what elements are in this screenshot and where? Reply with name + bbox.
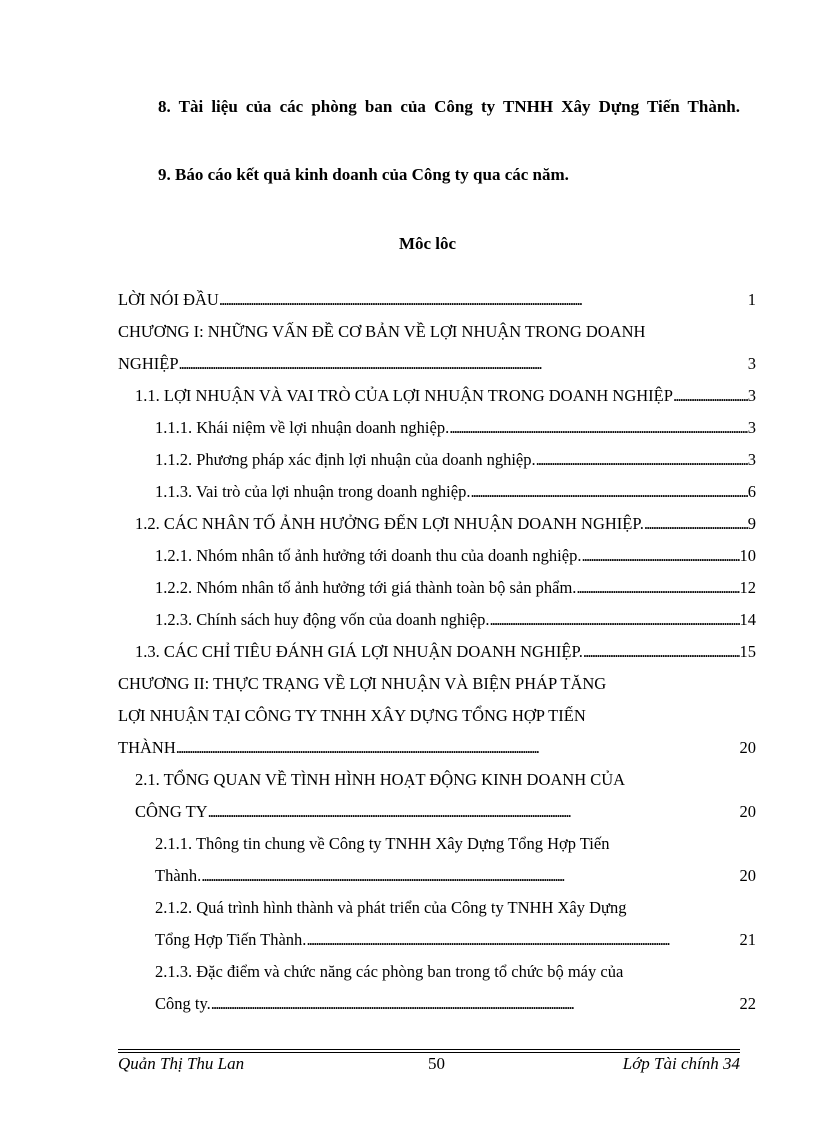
toc-entry-2-1-2-line1[interactable]: 2.1.2. Quá trình hình thành và phát triển của Công ty TNHH Xây Dựng (155, 898, 627, 917)
toc-entry-chuong-2-line2[interactable]: LỢI NHUẬN TẠI CÔNG TY TNHH XÂY DỰNG TỔNG HỢP TIẾN (118, 706, 586, 725)
toc-entry-1-2[interactable] (118, 508, 756, 540)
toc-entry-text: 1.2.2. Nhóm nhân tố ảnh hưởng tới giá thành toàn bộ sản phẩm. (155, 578, 577, 597)
toc-leader-dots (536, 444, 748, 476)
toc-leader-dots (306, 924, 739, 956)
toc-entry-text: NGHIỆP (118, 354, 179, 373)
toc-entry-2-1-line1[interactable]: 2.1. TỔNG QUAN VỀ TÌNH HÌNH HOẠT ĐỘNG KINH DOANH CỦA (135, 770, 626, 789)
toc-leader-dots (644, 508, 748, 540)
toc-entry-text: CÔNG TY (135, 802, 208, 821)
toc-entry-loi-noi-dau[interactable] (118, 284, 756, 316)
toc-entry-page: 3 (747, 354, 756, 373)
toc-entry-1-2-2[interactable] (118, 572, 756, 604)
table-of-contents (118, 284, 756, 1020)
toc-entry-text: 1.2.3. Chính sách huy động vốn của doanh nghiệp. (155, 610, 490, 629)
toc-entry-page: 20 (739, 802, 756, 821)
toc-entry-page: 14 (739, 610, 756, 629)
toc-entry-chuong-1-line1[interactable]: CHƯƠNG I: NHỮNG VẤN ĐỀ CƠ BẢN VỀ LỢI NHUẬN TRONG DOANH (118, 322, 646, 341)
toc-leader-dots (176, 732, 740, 764)
toc-entry-chuong-1[interactable] (118, 348, 756, 380)
footer-class: Lớp Tài chính 34 (622, 1054, 740, 1073)
toc-entry-text: 1.1. LỢI NHUẬN VÀ VAI TRÒ CỦA LỢI NHUẬN TRONG DOANH NGHIỆP (135, 386, 673, 405)
toc-leader-dots (449, 412, 748, 444)
toc-entry-page: 10 (739, 546, 756, 565)
footer-page-number: 50 (428, 1054, 445, 1073)
toc-entry-text: 1.2.1. Nhóm nhân tố ảnh hưởng tới doanh thu của doanh nghiệp. (155, 546, 582, 565)
toc-entry-1-1-1[interactable] (118, 412, 756, 444)
toc-entry-page: 6 (747, 482, 756, 501)
toc-entry-2-1[interactable] (118, 796, 756, 828)
toc-entry-chuong-2[interactable] (118, 732, 756, 764)
toc-leader-dots (219, 284, 748, 316)
toc-entry-page: 15 (739, 642, 756, 661)
toc-leader-dots (576, 572, 739, 604)
toc-entry-2-1-2[interactable] (118, 924, 756, 956)
toc-leader-dots (211, 988, 740, 1020)
toc-entry-2-1-1-line1[interactable]: 2.1.1. Thông tin chung về Công ty TNHH Xây Dựng Tổng Hợp Tiến (155, 834, 610, 853)
toc-leader-dots (470, 476, 747, 508)
toc-entry-page: 20 (739, 738, 756, 757)
toc-entry-page: 9 (747, 514, 756, 533)
toc-entry-text: Thành. (155, 866, 202, 885)
toc-entry-page: 21 (739, 930, 756, 949)
toc-entry-1-1-2[interactable] (118, 444, 756, 476)
toc-entry-page: 3 (747, 450, 756, 469)
toc-title: Môc lôc (398, 234, 457, 253)
toc-entry-page: 3 (747, 418, 756, 437)
toc-entry-chuong-2-line1[interactable]: CHƯƠNG II: THỰC TRẠNG VỀ LỢI NHUẬN VÀ BIỆN PHÁP TĂNG (118, 674, 607, 693)
toc-leader-dots (179, 348, 748, 380)
footer-author: Quản Thị Thu Lan (118, 1054, 245, 1073)
toc-entry-text: 1.1.2. Phương pháp xác định lợi nhuận của doanh nghiệp. (155, 450, 536, 469)
toc-entry-text: 1.3. CÁC CHỈ TIÊU ĐÁNH GIÁ LỢI NHUẬN DOANH NGHIỆP. (135, 642, 583, 661)
toc-entry-text: 1.2. CÁC NHÂN TỐ ẢNH HƯỞNG ĐẾN LỢI NHUẬN DOANH NGHIỆP. (135, 514, 644, 533)
toc-entry-2-1-3[interactable] (118, 988, 756, 1020)
toc-entry-text: Tổng Hợp Tiến Thành. (155, 930, 307, 949)
toc-leader-dots (208, 796, 740, 828)
reference-item-8: 8. Tài liệu của các phòng ban của Công ty TNHH Xây Dựng Tiến Thành. (158, 97, 740, 116)
toc-entry-1-3[interactable] (118, 636, 756, 668)
toc-entry-page: 20 (739, 866, 756, 885)
footer-divider-top (118, 1049, 740, 1050)
toc-entry-1-1-3[interactable] (118, 476, 756, 508)
toc-entry-text: Công ty. (155, 994, 211, 1013)
toc-leader-dots (490, 604, 740, 636)
toc-entry-page: 3 (747, 386, 756, 405)
toc-entry-text: THÀNH (118, 738, 176, 757)
reference-item-9: 9. Báo cáo kết quả kinh doanh của Công ty qua các năm. (158, 165, 569, 184)
toc-entry-2-1-1[interactable] (118, 860, 756, 892)
toc-entry-text: LỜI NÓI ĐẦU (118, 290, 219, 309)
toc-entry-text: 1.1.1. Khái niệm về lợi nhuận doanh nghiệp. (155, 418, 450, 437)
toc-entry-2-1-3-line1[interactable]: 2.1.3. Đặc điểm và chức năng các phòng ban trong tổ chức bộ máy của (155, 962, 624, 981)
toc-entry-page: 12 (739, 578, 756, 597)
toc-entry-text: 1.1.3. Vai trò của lợi nhuận trong doanh nghiệp. (155, 482, 471, 501)
toc-leader-dots (673, 380, 748, 412)
toc-leader-dots (583, 636, 740, 668)
toc-leader-dots (201, 860, 739, 892)
toc-entry-1-2-1[interactable] (118, 540, 756, 572)
toc-leader-dots (581, 540, 739, 572)
toc-entry-page: 22 (739, 994, 756, 1013)
toc-entry-page: 1 (747, 290, 756, 309)
toc-entry-1-2-3[interactable] (118, 604, 756, 636)
toc-entry-1-1[interactable] (118, 380, 756, 412)
